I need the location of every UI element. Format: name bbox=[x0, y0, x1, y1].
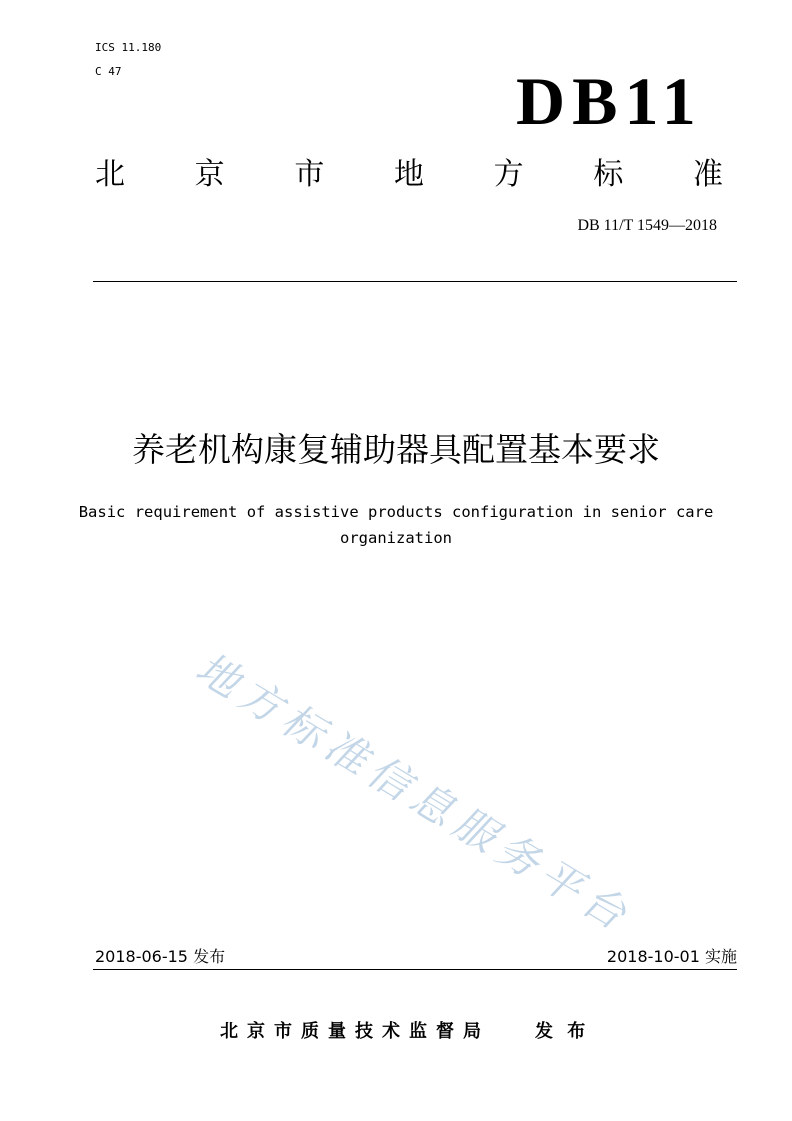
ics-code: ICS 11.180 bbox=[95, 41, 162, 54]
ccs-code: C 47 bbox=[95, 65, 122, 78]
issuing-authority: 北京市质量技术监督局 bbox=[220, 1021, 490, 1042]
implement-date: 2018-10-01 实施 bbox=[606, 947, 737, 966]
issue-action: 发 布 bbox=[535, 1021, 590, 1042]
standard-type-heading: 北 京 市 地 方 标 准 bbox=[95, 157, 723, 192]
header-divider bbox=[93, 281, 737, 282]
publish-date: 2018-06-15 发布 bbox=[95, 947, 226, 966]
watermark: 地方标准信息服务平台 bbox=[185, 647, 649, 942]
date-divider bbox=[93, 969, 737, 970]
standard-logo: DB11 bbox=[516, 63, 703, 139]
document-title-en: Basic requirement of assistive products configuration in senior care organization bbox=[78, 503, 714, 547]
standard-number: DB 11/T 1549—2018 bbox=[577, 217, 717, 234]
document-title-zh: 养老机构康复辅助器具配置基本要求 bbox=[132, 430, 660, 469]
